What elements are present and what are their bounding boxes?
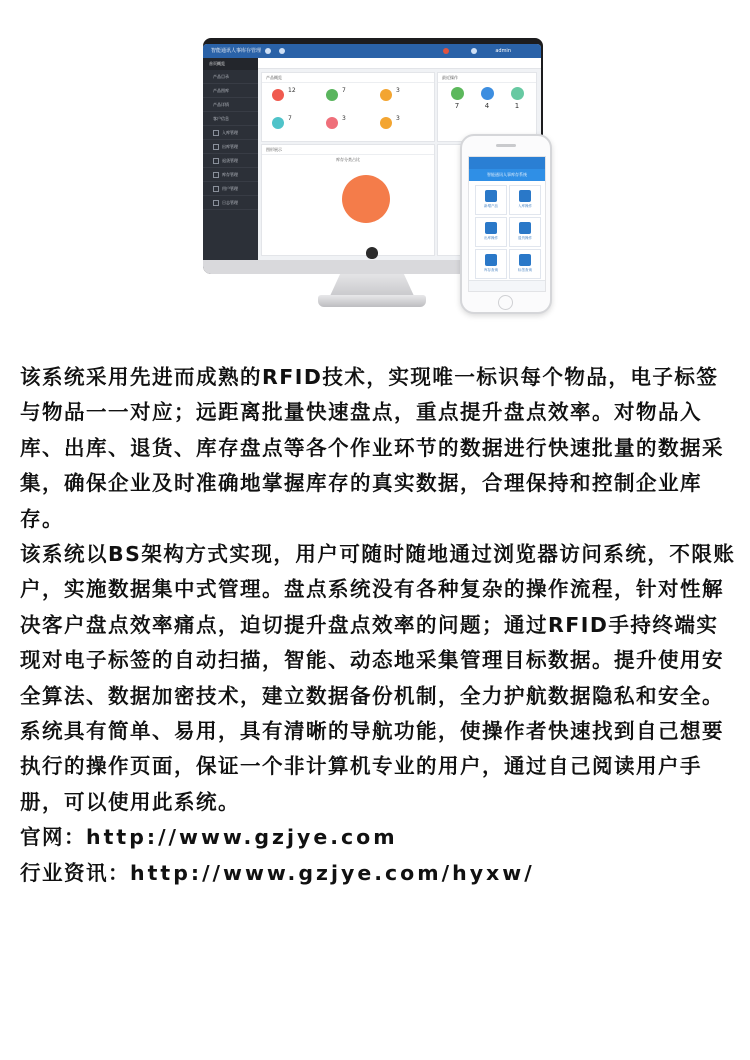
folder-icon (213, 200, 219, 206)
sidebar-item: 用户管理 (203, 182, 258, 196)
sidebar-item: 库存管理 (203, 168, 258, 182)
stock-in-icon (519, 190, 531, 202)
sidebar-item: 产品图库 (203, 84, 258, 98)
app-tabrow (258, 58, 541, 69)
folder-icon (213, 130, 219, 136)
product-overview-panel (261, 72, 435, 142)
phone-home-button (498, 295, 513, 310)
pie-chart (342, 175, 390, 223)
website-link[interactable]: http://www.gzjye.com (86, 825, 398, 850)
quick-item: 1 (506, 87, 528, 110)
phone-menu-item: 出库操作 (475, 217, 507, 247)
chart-title: 库存分类占比 (336, 157, 360, 162)
app-topbar (203, 44, 541, 58)
panel-title: 图形展示 (262, 145, 434, 155)
phone-menu-item: 新增产品 (475, 185, 507, 215)
product-hero-image (0, 0, 750, 345)
phone-bottom-nav (469, 280, 545, 291)
folder-icon (213, 172, 219, 178)
phone-menu-item: 退货操作 (509, 217, 541, 247)
tools-icon (519, 222, 531, 234)
notification-icon (443, 48, 449, 54)
app-sidebar (203, 58, 258, 260)
menu-icon (265, 48, 271, 54)
quick-actions-panel (437, 72, 537, 142)
phone-menu-item: 库存查询 (475, 249, 507, 279)
website-label: 官网： (20, 825, 86, 850)
stat-item: 3 (380, 87, 428, 105)
sidebar-item: 退货管理 (203, 154, 258, 168)
quick-item: 4 (476, 87, 498, 110)
sidebar-head: 首页概览 (203, 58, 258, 70)
stat-item: 7 (326, 87, 374, 105)
folder-icon (213, 158, 219, 164)
sidebar-item: 产品详情 (203, 98, 258, 112)
search-icon (519, 254, 531, 266)
phone-menu-item: 标签查询 (509, 249, 541, 279)
phone-app-title: 智能通讯人事库存系统 (469, 169, 545, 181)
stat-item: 7 (272, 115, 320, 133)
phone-mockup (460, 134, 552, 314)
monitor-base (318, 295, 426, 307)
news-link[interactable]: http://www.gzjye.com/hyxw/ (130, 860, 535, 885)
app-user: admin (495, 48, 511, 54)
phone-speaker (496, 144, 516, 147)
phone-status-bar (469, 157, 545, 169)
stat-item: 3 (326, 115, 374, 133)
chart-panel (261, 144, 435, 256)
stat-item: 12 (272, 87, 320, 105)
refresh-icon (279, 48, 285, 54)
stock-out-icon (485, 222, 497, 234)
settings-icon (471, 48, 477, 54)
folder-icon (213, 144, 219, 150)
news-label: 行业资讯： (20, 860, 130, 885)
sidebar-item: 出库管理 (203, 140, 258, 154)
sidebar-item: 日志管理 (203, 196, 258, 210)
sidebar-item: 入库管理 (203, 126, 258, 140)
apple-logo-icon (366, 247, 378, 259)
news-row (20, 856, 740, 891)
description-paragraph: 该系统以BS架构方式实现，用户可随时随地通过浏览器访问系统，不限账户，实施数据集中式管理。盘点系统没有各种复杂的操作流程，针对性解决客户盘点效率痛点，迫切提升盘点效率的问题；通过RFID手持终端实现对电子标签的自动扫描，智能、动态地采集管理目标数据。提升使用安全算法、数据加密技术，建立数据备份机制，全力护航数据隐私和安全。系统具有简单、易用，具有清晰的导航功能，使操作者快速找到自己想要执行的操作页面，保证一个非计算机专业的用户，通过自己阅读用户手册，可以使用此系统。 (20, 542, 736, 814)
sidebar-item: 产品目录 (203, 70, 258, 84)
add-product-icon (485, 190, 497, 202)
panel-title: 最近操作 (438, 73, 536, 83)
description-block (20, 360, 740, 891)
sidebar-item: 客户信息 (203, 112, 258, 126)
stat-item: 3 (380, 115, 428, 133)
folder-icon (213, 186, 219, 192)
phone-menu-item: 入库操作 (509, 185, 541, 215)
panel-title: 产品概览 (262, 73, 434, 83)
app-title: 智能通讯人事库存管理 (211, 48, 262, 54)
description-paragraph: 该系统采用先进而成熟的RFID技术，实现唯一标识每个物品，电子标签与物品一一对应；远距离批量快速盘点，重点提升盘点效率。对物品入库、出库、退货、库存盘点等各个作业环节的数据进行快速批量的数据采集，确保企业及时准确地掌握库存的真实数据，合理保持和控制企业库存。 (20, 365, 724, 531)
quick-item: 7 (446, 87, 468, 110)
monitor-stand (330, 274, 414, 296)
website-row (20, 820, 740, 855)
wrench-icon (485, 254, 497, 266)
phone-screen (468, 156, 546, 292)
